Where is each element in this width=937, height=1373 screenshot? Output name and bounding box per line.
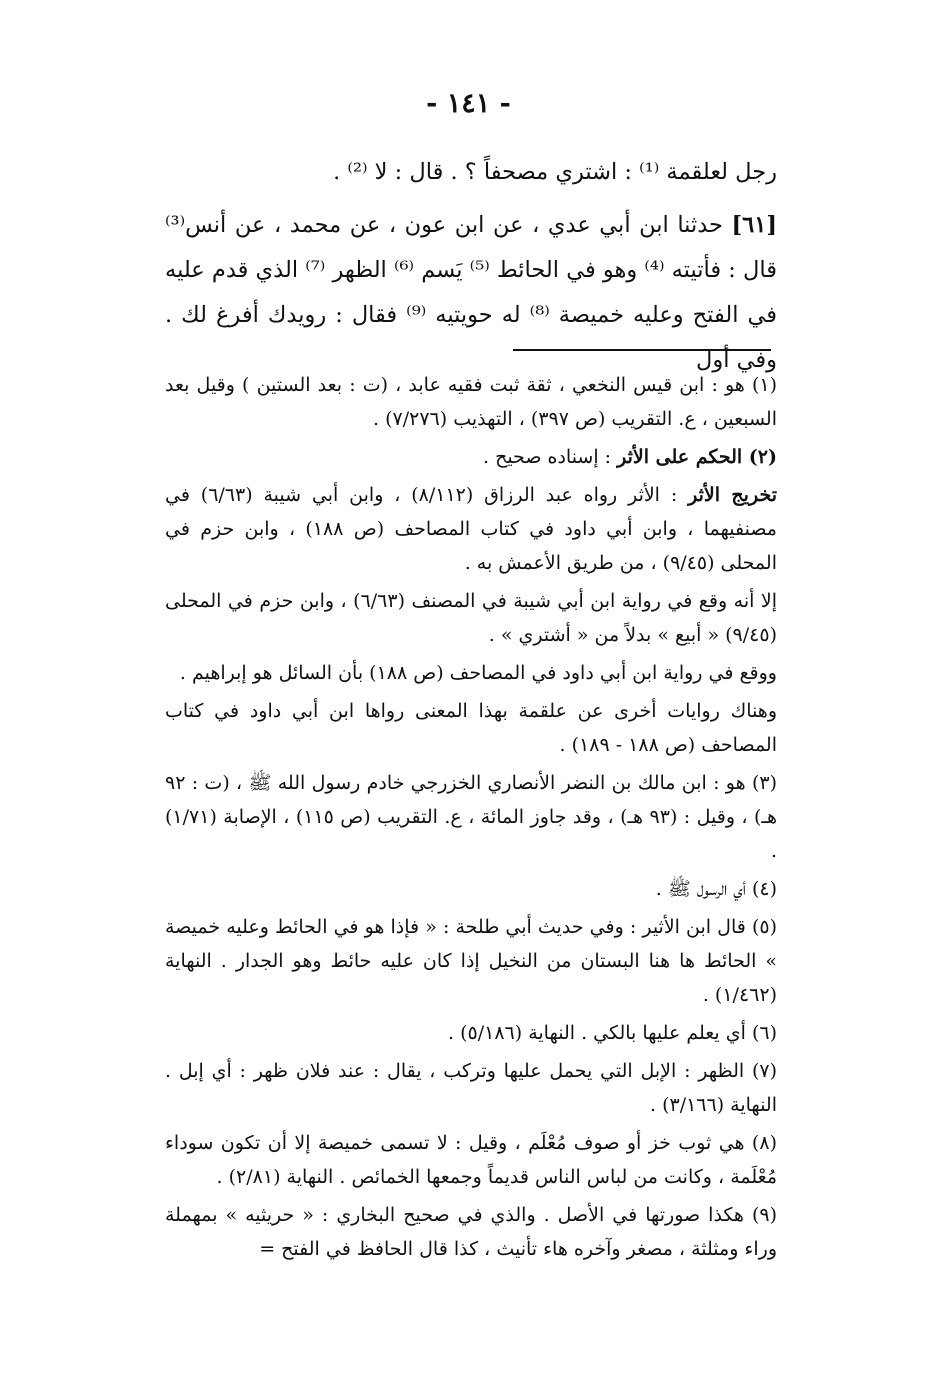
footnote-2-text: : إسناده صحيح . [482, 446, 612, 468]
takhrij-paragraph [165, 478, 777, 580]
takhrij-text: : الأثر رواه عبد الرزاق (٨/١١٢) ، وابن أبي شيبة (٦/٦٣) في مصنفيهما ، وابن أبي داود في كتاب المصاحف (ص ١٨٨) ، وابن حزم في المحلى (٩/٤٥) ، من طريق الأعمش به . [165, 484, 777, 574]
footnotes [165, 368, 777, 1270]
footnote-8: (٨) هي ثوب خز أو صوف مُعْلَم ، وقيل : لا تسمى خميصة إلا أن تكون سوداء مُعْلَمة ، وكانت من لباس الناس قديماً وجمعها الخمائص . النهاية (٢/٨١) . [165, 1132, 777, 1188]
footnote-4: (٤) أي الرسول ﷺ . [655, 878, 777, 900]
page-number: - ١٤١ - [426, 88, 511, 119]
footnote-9: (٩) هكذا صورتها في الأصل . والذي في صحيح البخاري : « حريثيه » بمهملة وراء ومثلثة ، مصغر وآخره هاء تأنيث ، كذا قال الحافظ في الفتح = [165, 1204, 777, 1260]
footnote-3: (٣) هو : ابن مالك بن النضر الأنصاري الخزرجي خادم رسول الله ﷺ ، (ت : ٩٢ هـ) ، وقيل : (٩٣ هـ) ، وقد جاوز المائة ، ع. التقريب (ص ١١٥) ، الإصابة (١/٧١) . [165, 772, 778, 862]
footnote-2-paragraph-4: وهناك روايات أخرى عن علقمة بهذا المعنى رواها ابن أبي داود في كتاب المصاحف (ص ١٨٨ - ١٨٩) . [165, 700, 777, 756]
footnote-separator [513, 349, 771, 351]
footnote-5: (٥) قال ابن الأثير : وفي حديث أبي طلحة : « فإذا هو في الحائط وعليه خميصة » الحائط ها هنا البستان من النخيل إذا كان عليه حائط وهو الجدار . النهاية (١/٤٦٢) . [165, 916, 777, 1006]
hadith-text: حدثنا ابن أبي عدي ، عن ابن عون ، عن محمد ، عن أنس⁽³⁾ قال : فأتيته ⁽⁴⁾ وهو في الحائط ⁽⁵⁾ يَسم ⁽⁶⁾ الظهر ⁽⁷⁾ الذي قدم عليه في الفتح وعليه خميصة ⁽⁸⁾ له حويتيه ⁽⁹⁾ فقال : رويدك أفرغ لك . وفي أول [165, 212, 777, 373]
footnote-7: (٧) الظهر : الإبل التي يحمل عليها وتركب ، يقال : عند فلان ظهر : أي إبل . النهاية (٣/١٦٦) . [165, 1060, 777, 1116]
footnote-2-label: (٢) الحكم على الأثر [617, 446, 777, 468]
main-line-1: رجل لعلقمة ⁽¹⁾ : اشتري مصحفاً ؟ . قال : لا ⁽²⁾ . [333, 159, 777, 185]
hadith-61 [165, 203, 777, 383]
footnote-2 [165, 440, 777, 474]
takhrij-label: تخريج الأثر [688, 484, 777, 506]
footnote-1: (١) هو : ابن قيس النخعي ، ثقة ثبت فقيه عابد ، (ت : بعد الستين ) وقيل بعد السبعين ، ع. التقريب (ص ٣٩٧) ، التهذيب (٧/٢٧٦) . [165, 374, 777, 430]
hadith-number: [٦١] [731, 212, 777, 238]
footnote-2-paragraph-2: إلا أنه وقع في رواية ابن أبي شيبة في المصنف (٦/٦٣) ، وابن حزم في المحلى (٩/٤٥) « أبيع » بدلاً من « أشتري » . [165, 590, 777, 646]
footnote-2-paragraph-3: ووقع في رواية ابن أبي داود في المصاحف (ص ١٨٨) بأن السائل هو إبراهيم . [179, 662, 777, 684]
footnote-6: (٦) أي يعلم عليها بالكي . النهاية (٥/١٨٦) . [448, 1022, 777, 1044]
